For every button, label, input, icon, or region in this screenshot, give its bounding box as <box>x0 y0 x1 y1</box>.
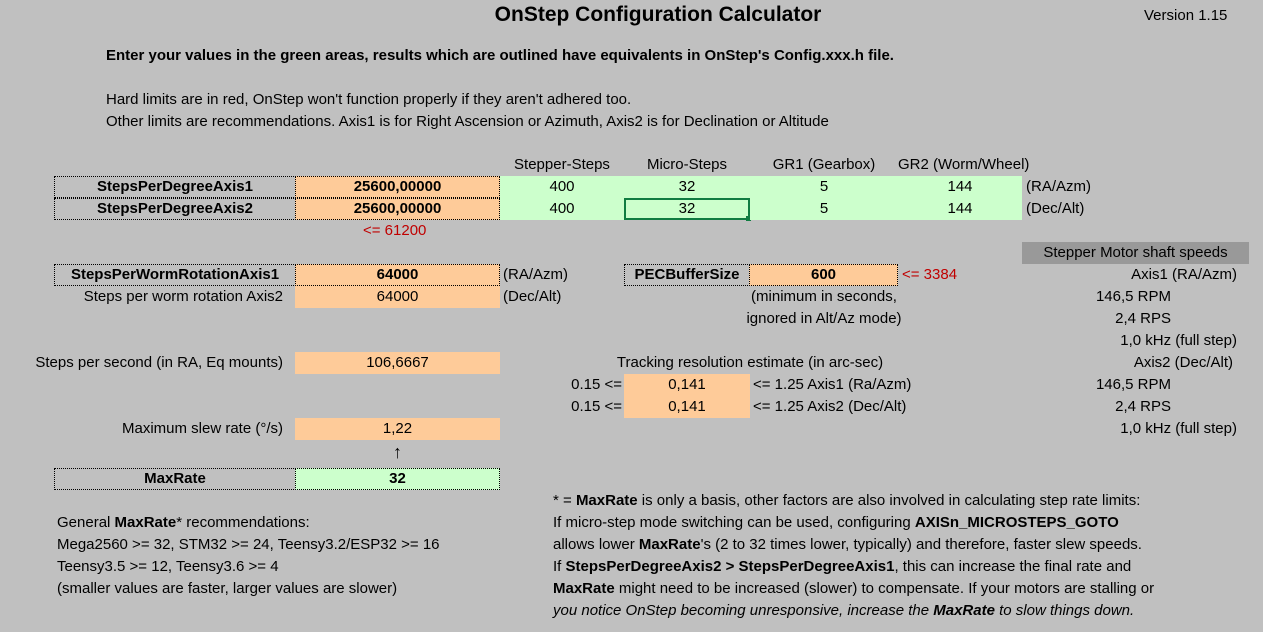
axis2-gr2-cell[interactable]: 144 <box>898 198 1022 220</box>
worm-axis1-unit: (RA/Azm) <box>503 266 568 283</box>
tracking-axis2-high: <= 1.25 Axis2 (Dec/Alt) <box>753 398 907 415</box>
steps-per-second-value[interactable]: 106,6667 <box>295 352 500 374</box>
tracking-axis1-high: <= 1.25 Axis1 (Ra/Azm) <box>753 376 912 393</box>
recommendation-line1: Mega2560 >= 32, STM32 >= 24, Teensy3.2/ESP32 >= 16 <box>57 536 440 553</box>
axis2-unit-label: (Dec/Alt) <box>1026 200 1085 217</box>
steps-per-degree-axis2-value[interactable]: 25600,00000 <box>295 198 500 220</box>
tracking-axis1-value[interactable]: 0,141 <box>624 374 750 396</box>
axis1-micro-steps-cell[interactable]: 32 <box>624 176 750 198</box>
maxrate-label: MaxRate <box>54 468 296 490</box>
axis2-gr1-cell[interactable]: 5 <box>750 198 898 220</box>
instructions-text: Enter your values in the green areas, results which are outlined have equivalents in OnStep's Config.xxx.h file. <box>106 47 894 64</box>
steps-per-worm-axis1-label: StepsPerWormRotationAxis1 <box>54 264 296 286</box>
steps-per-degree-axis1-value[interactable]: 25600,00000 <box>295 176 500 198</box>
steps-per-second-label: Steps per second (in RA, Eq mounts) <box>35 354 283 371</box>
max-slew-rate-label: Maximum slew rate (°/s) <box>121 420 283 437</box>
axis1-stepper-steps-cell[interactable]: 400 <box>500 176 624 198</box>
pec-note-line2: ignored in Alt/Az mode) <box>746 310 902 327</box>
footnote-line2: If micro-step mode switching can be used, configuring AXISn_MICROSTEPS_GOTO <box>553 514 1119 531</box>
footnote-line1: * = MaxRate is only a basis, other factors are also involved in calculating step rate limits: <box>553 492 1141 509</box>
axis1-unit-label: (RA/Azm) <box>1026 178 1091 195</box>
recommendation-line3: (smaller values are faster, larger values are slower) <box>57 580 398 597</box>
axis1-gr2-cell[interactable]: 144 <box>898 176 1022 198</box>
col-header-gr1: GR1 (Gearbox) <box>772 156 876 173</box>
footnote-line6: you notice OnStep becoming unresponsive, increase the MaxRate to slow things down. <box>553 602 1135 619</box>
version-label: Version 1.15 <box>1144 7 1228 24</box>
col-header-gr2: GR2 (Worm/Wheel) <box>898 156 1030 173</box>
footnote-line3: allows lower MaxRate's (2 to 32 times lower, typically) and therefore, faster slew speeds. <box>553 536 1142 553</box>
steps-per-degree-axis1-label: StepsPerDegreeAxis1 <box>54 176 296 198</box>
hard-limits-note: Hard limits are in red, OnStep won't function properly if they aren't adhered too. <box>106 91 632 108</box>
recommendation-note: Other limits are recommendations. Axis1 is for Right Ascension or Azimuth, Axis2 is for Declination or Altitude <box>106 113 829 130</box>
page-title: OnStep Configuration Calculator <box>494 3 822 26</box>
tracking-axis1-low: 0.15 <= <box>571 376 622 393</box>
steps-per-worm-axis1-value[interactable]: 64000 <box>295 264 500 286</box>
steps-per-worm-axis2-value[interactable]: 64000 <box>295 286 500 308</box>
up-arrow-icon: ↑ <box>393 442 402 462</box>
recommendations-heading: General MaxRate* recommendations: <box>57 514 310 531</box>
worm-axis2-unit: (Dec/Alt) <box>503 288 562 305</box>
footnote-line5: MaxRate might need to be increased (slower) to compensate. If your motors are stalling or <box>553 580 1155 597</box>
axis1-gr1-cell[interactable]: 5 <box>750 176 898 198</box>
pec-buffer-size-label: PECBufferSize <box>624 264 750 286</box>
motor-speeds-title: Stepper Motor shaft speeds <box>1022 242 1249 264</box>
pec-note-line1: (minimum in seconds, <box>751 288 897 305</box>
tracking-resolution-title: Tracking resolution estimate (in arc-sec) <box>616 354 884 371</box>
pec-buffer-size-value[interactable]: 600 <box>749 264 898 286</box>
tracking-axis2-value[interactable]: 0,141 <box>624 396 750 418</box>
maxrate-value[interactable]: 32 <box>295 468 500 490</box>
recommendation-line2: Teensy3.5 >= 12, Teensy3.6 >= 4 <box>57 558 279 575</box>
steps-per-degree-axis2-label: StepsPerDegreeAxis2 <box>54 198 296 220</box>
steps-per-worm-axis2-label: Steps per worm rotation Axis2 <box>83 288 283 305</box>
axis2-micro-steps-cell[interactable]: 32 <box>624 198 750 220</box>
col-header-micro-steps: Micro-Steps <box>646 156 728 173</box>
tracking-axis2-low: 0.15 <= <box>571 398 622 415</box>
pec-buffer-limit: <= 3384 <box>902 266 958 283</box>
steps-per-degree-limit: <= 61200 <box>363 222 427 239</box>
axis2-stepper-steps-cell[interactable]: 400 <box>500 198 624 220</box>
col-header-stepper-steps: Stepper-Steps <box>514 156 610 173</box>
footnote-line4: If StepsPerDegreeAxis2 > StepsPerDegreeAxis1, this can increase the final rate and <box>553 558 1132 575</box>
max-slew-rate-value[interactable]: 1,22 <box>295 418 500 440</box>
